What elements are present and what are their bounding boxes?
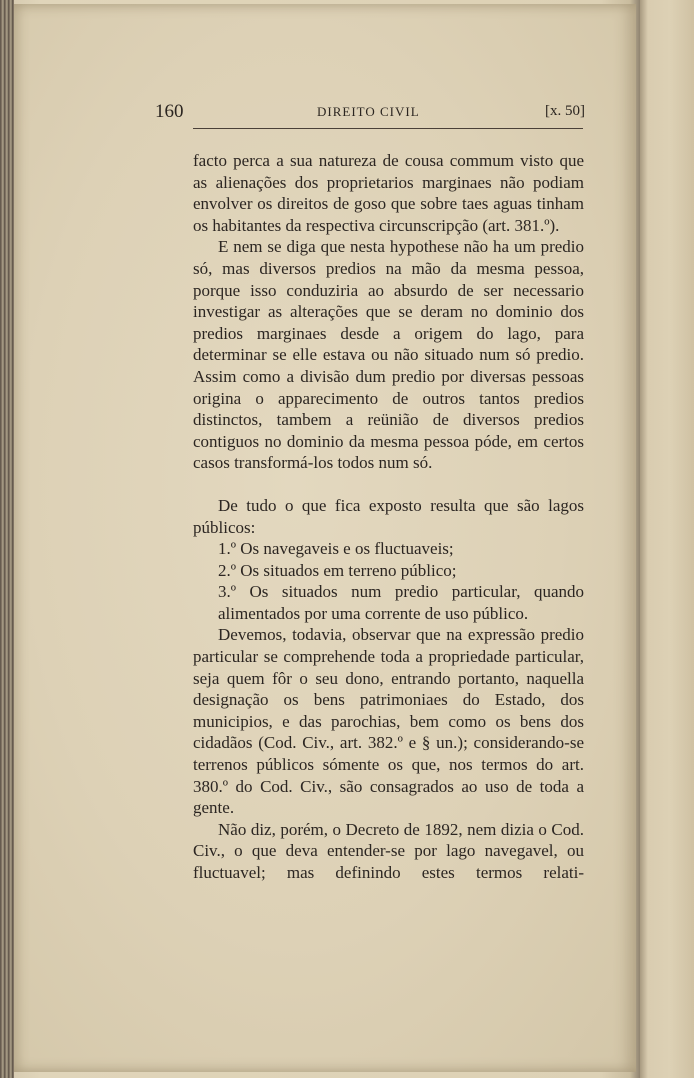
paragraph: Devemos, todavia, observar que na expressão predio particular se comprehende toda a propriedade particular, seja quem fôr o seu dono, entrando portanto, naquella designação os bens patrimoniaes do Estado, dos municipios, e das parochias, bem como os bens dos cidadãos (Cod. Civ., art. 382.º e § un.); considerando-se terrenos públicos sómente os que, nos termos do art. 380.º do Cod. Civ., são consagrados ao uso de toda a gente. xyxy=(193,625,584,818)
header-rule xyxy=(193,128,583,129)
paragraph: E nem se diga que nesta hypothese não ha um predio só, mas diversos predios na mão da mesma pessoa, porque isso conduziria ao absurdo de ser necessario investigar as alterações que se deram no dominio dos predios marginaes desde a origem do lago, para determinar se elle estava ou não situado num só predio. Assim como a divisão dum predio por diversas pessoas origina o apparecimento de outros tantos predios distinctos, tambem a reünião de diversos predios contiguos no dominio da mesma pessoa póde, em certos casos transformá-los todos num só. xyxy=(193,237,584,473)
running-header xyxy=(155,101,585,125)
page-edges xyxy=(0,0,14,1078)
page-number: 160 xyxy=(155,101,184,122)
body-text xyxy=(193,150,584,884)
paragraph: De tudo o que fica exposto resulta que são lagos públicos: xyxy=(193,495,584,537)
paragraph: facto perca a sua natureza de cousa commum visto que as alienações dos proprietarios marginaes não podiam envolver os direitos de goso que sobre taes aguas tinham os habitantes da respectiva circunscripção (art. 381.º). xyxy=(193,151,584,235)
running-title: DIREITO CIVIL xyxy=(317,104,420,119)
paragraph: Não diz, porém, o Decreto de 1892, nem dizia o Cod. Civ., o que deva entender-se por lago navegavel, ou fluctuavel; mas definindo estes termos relati- xyxy=(193,819,584,882)
facing-page-edge xyxy=(640,0,694,1078)
section-marker: [x. 50] xyxy=(545,103,585,119)
paragraph-gap xyxy=(193,474,584,495)
list-item: 3.º Os situados num predio particular, quando alimentados por uma corrente de uso público. xyxy=(218,582,584,623)
list-item: 2.º Os situados em terreno público; xyxy=(218,560,457,580)
list-item: 1.º Os navegaveis e os fluctuaveis; xyxy=(218,539,454,559)
